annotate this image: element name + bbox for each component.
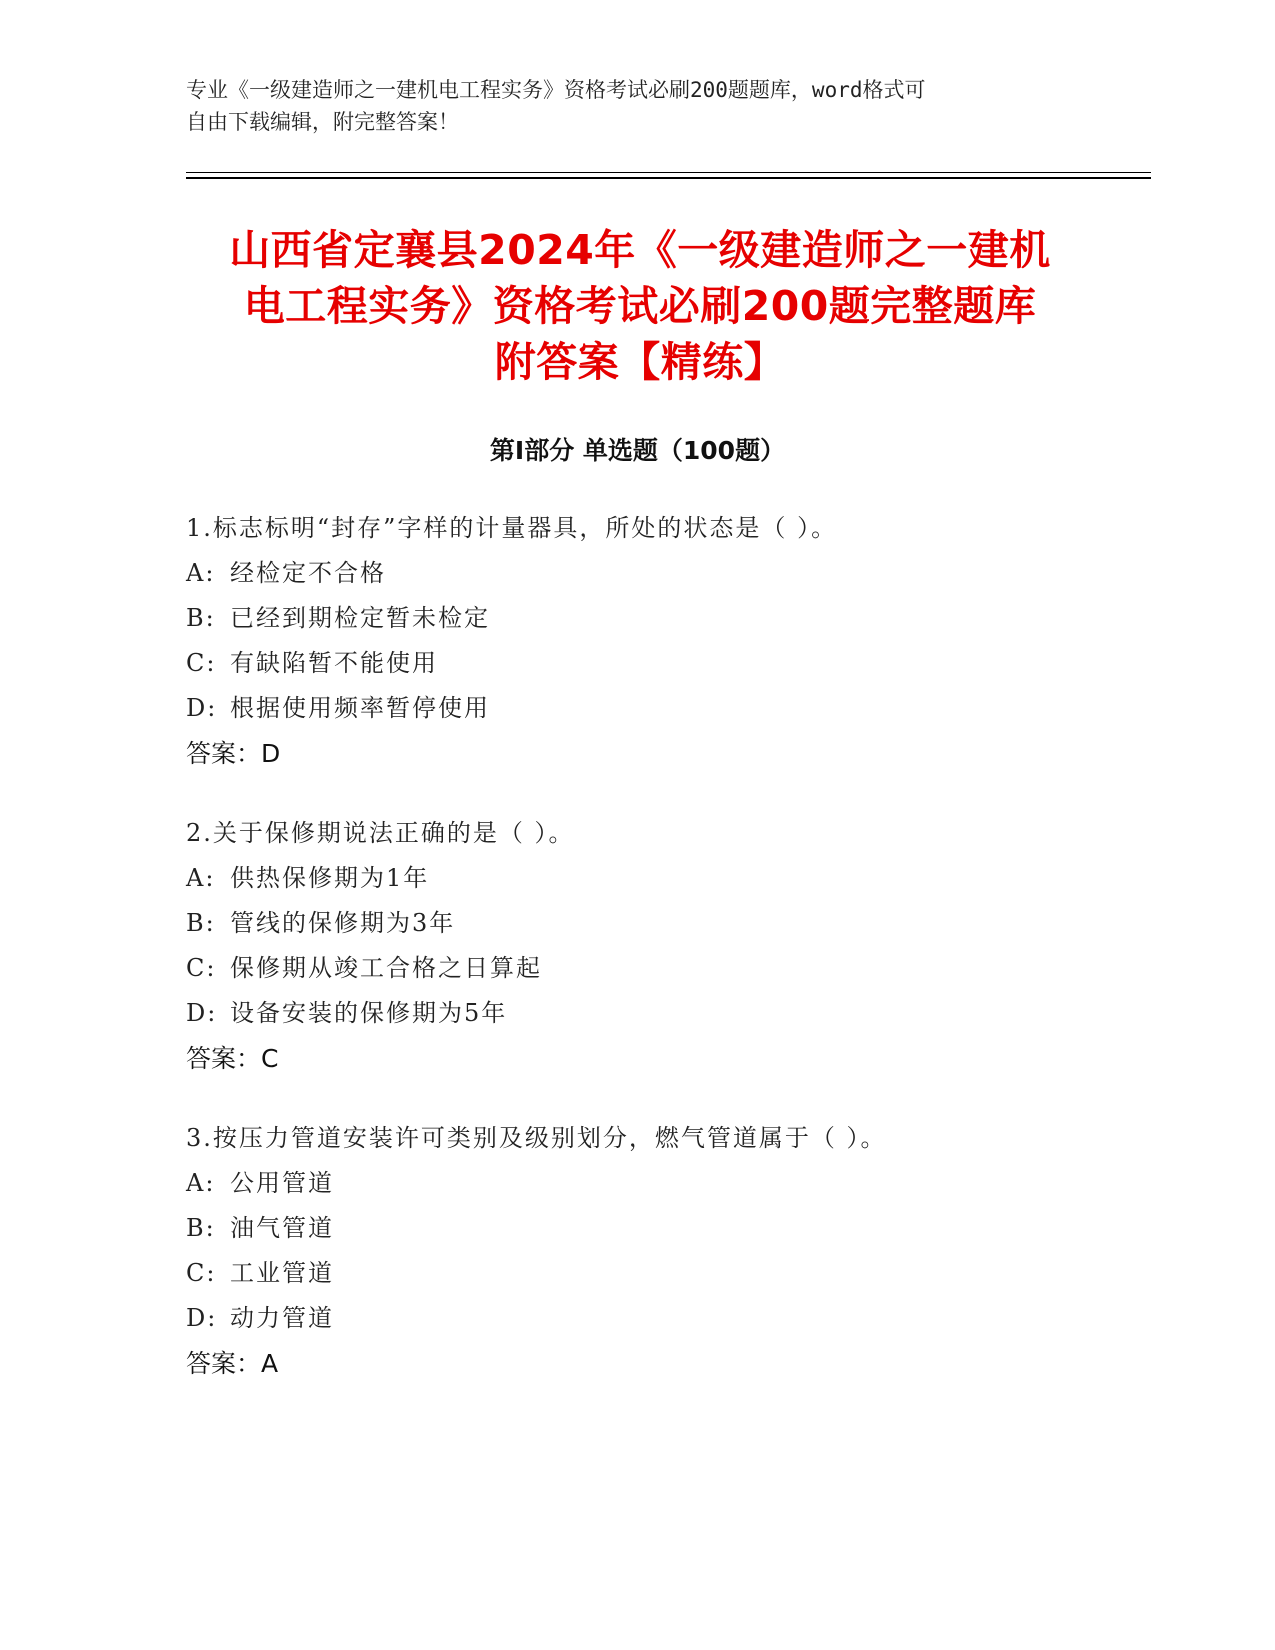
option-d <box>186 991 1166 1036</box>
option-text: 工业管道 <box>230 1259 334 1287</box>
option-key: D: <box>186 999 218 1027</box>
option-d <box>186 686 1166 731</box>
option-key: A: <box>186 864 216 892</box>
option-text: 根据使用频率暂停使用 <box>230 694 490 722</box>
section-heading: 第Ⅰ部分 单选题（100题） <box>489 436 786 465</box>
question-stem: 2.关于保修期说法正确的是（ ）。 <box>186 819 575 847</box>
option-key: D: <box>186 1304 218 1332</box>
question-2 <box>186 811 1166 1081</box>
option-text: 动力管道 <box>230 1304 334 1332</box>
option-key: B: <box>186 909 216 937</box>
option-key: B: <box>186 604 216 632</box>
option-text: 保修期从竣工合格之日算起 <box>230 954 542 982</box>
option-c <box>186 946 1166 991</box>
header-divider-top <box>186 172 1151 173</box>
option-text: 设备安装的保修期为5年 <box>230 999 508 1027</box>
option-b <box>186 596 1166 641</box>
question-3 <box>186 1116 1166 1386</box>
option-text: 经检定不合格 <box>230 559 386 587</box>
option-b <box>186 901 1166 946</box>
answer: 答案：D <box>186 739 281 768</box>
answer: 答案：C <box>186 1044 279 1073</box>
option-text: 管线的保修期为3年 <box>230 909 456 937</box>
option-c <box>186 1251 1166 1296</box>
option-text: 油气管道 <box>230 1214 334 1242</box>
option-key: D: <box>186 694 218 722</box>
option-text: 已经到期检定暂未检定 <box>230 604 490 632</box>
header-divider-bottom <box>186 177 1151 179</box>
option-c <box>186 641 1166 686</box>
title-line-3: 附答案【精练】 <box>494 338 786 386</box>
header-note-line-1: 专业《一级建造师之一建机电工程实务》资格考试必刷200题题库，word格式可 <box>186 78 926 102</box>
option-key: A: <box>186 559 216 587</box>
document-title <box>160 222 1120 390</box>
question-stem: 1.标志标明“封存”字样的计量器具，所处的状态是（ ）。 <box>186 514 838 542</box>
option-key: C: <box>186 1259 217 1287</box>
option-key: C: <box>186 649 217 677</box>
title-line-1: 山西省定襄县2024年《一级建造师之一建机 <box>229 226 1051 274</box>
title-line-2: 电工程实务》资格考试必刷200题完整题库 <box>243 282 1037 330</box>
option-text: 有缺陷暂不能使用 <box>230 649 438 677</box>
option-key: C: <box>186 954 217 982</box>
option-a <box>186 551 1166 596</box>
answer: 答案：A <box>186 1349 279 1378</box>
option-key: B: <box>186 1214 216 1242</box>
question-1 <box>186 506 1166 776</box>
header-note-line-2: 自由下载编辑，附完整答案！ <box>186 110 459 134</box>
option-text: 公用管道 <box>230 1169 334 1197</box>
option-a <box>186 1161 1166 1206</box>
option-b <box>186 1206 1166 1251</box>
option-text: 供热保修期为1年 <box>230 864 430 892</box>
question-stem: 3.按压力管道安装许可类别及级别划分，燃气管道属于（ ）。 <box>186 1124 887 1152</box>
option-d <box>186 1296 1166 1341</box>
option-key: A: <box>186 1169 216 1197</box>
header-note <box>186 74 1066 138</box>
option-a <box>186 856 1166 901</box>
